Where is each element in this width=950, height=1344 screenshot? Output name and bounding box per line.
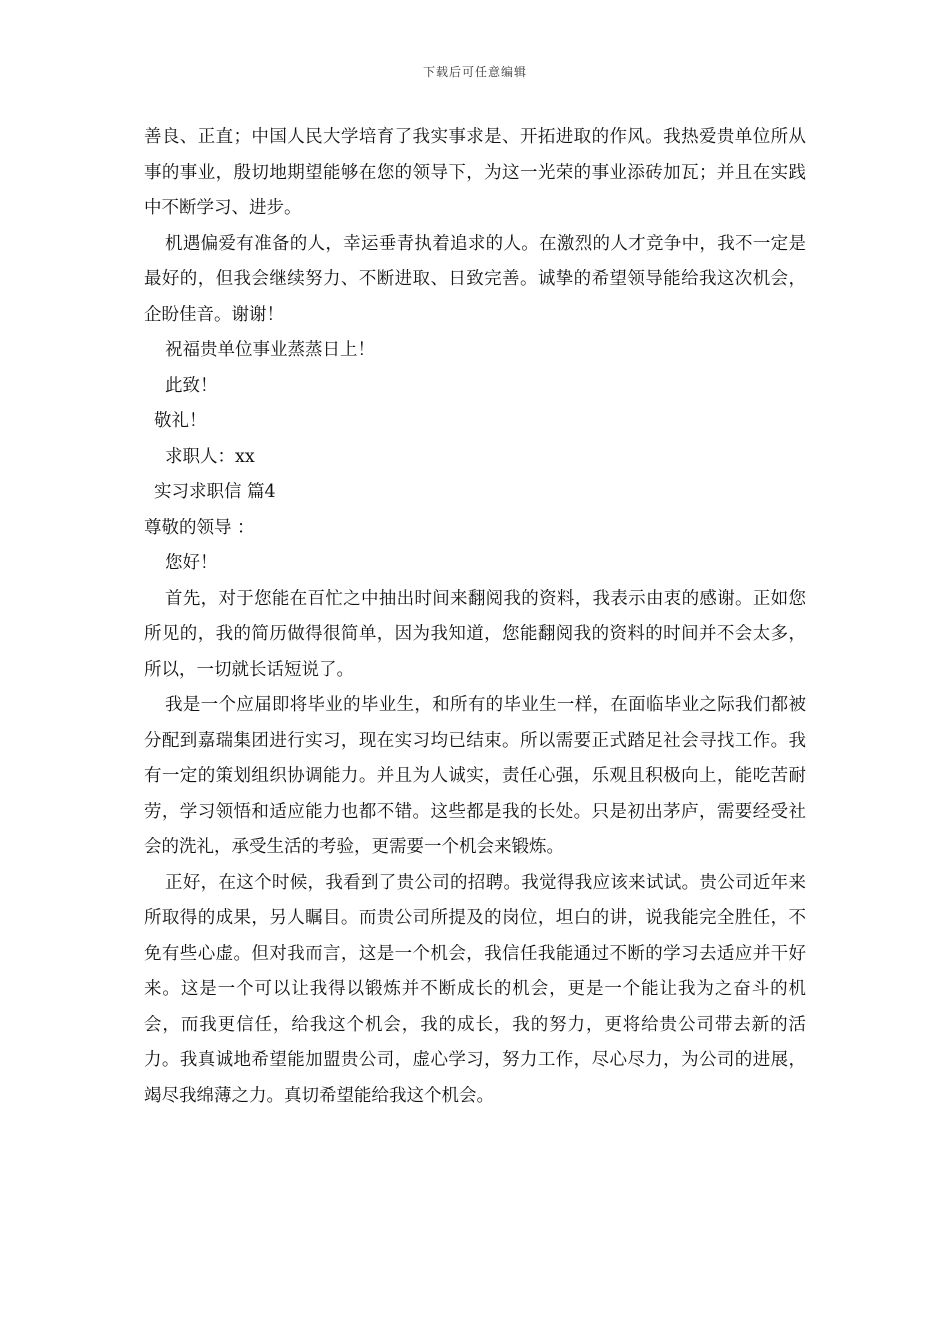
closing-salutation: 此致！ bbox=[165, 375, 218, 396]
section-title: 实习求职信 篇4 bbox=[154, 482, 276, 502]
paragraph-thanks: 首先，对于您能在百忙之中抽出时间来翻阅我的资料，我表示由衷的感谢。正如您所见的，我的简历做得很简单，因为我知道，您能翻阅我的资料的时间并不会太多，所以，一切就长话短说了。 bbox=[144, 588, 806, 680]
document-body bbox=[144, 120, 806, 1114]
applicant-signature: 求职人：xx bbox=[165, 446, 255, 467]
paragraph-qualities: 善良、正直；中国人民大学培育了我实事求是、开拓进取的作风。我热爱贵单位所从事的事业，殷切地期望能够在您的领导下，为这一光荣的事业添砖加瓦；并且在实践中不断学习、进步。 bbox=[144, 127, 806, 218]
paragraph-wishes: 祝福贵单位事业蒸蒸日上！ bbox=[165, 340, 375, 360]
paragraph-background: 我是一个应届即将毕业的毕业生，和所有的毕业生一样，在面临毕业之际我们都被分配到嘉瑞集团进行实习，现在实习均已结束。所以需要正式踏足社会寻找工作。我有一定的策划组织协调能力。并且为人诚实，责任心强，乐观且积极向上，能吃苦耐劳，学习领悟和适应能力也都不错。这些都是我的长处。只是初出茅庐，需要经受社会的洗礼，承受生活的考验，更需要一个机会来锻炼。 bbox=[144, 695, 806, 857]
paragraph-motivation: 正好，在这个时候，我看到了贵公司的招聘。我觉得我应该来试试。贵公司近年来所取得的成果，另人瞩目。而贵公司所提及的岗位，坦白的讲，说我能完全胜任，不免有些心虚。但对我而言，这是一个机会，我信任我能通过不断的学习去适应并干好来。这是一个可以让我得以锻炼并不断成长的机会，更是一个能让我为之奋斗的机会，而我更信任，给我这个机会，我的成长，我的努力，更将给贵公司带去新的活力。我真诚地希望能加盟贵公司，虚心学习，努力工作，尽心尽力，为公司的进展，竭尽我绵薄之力。真切希望能给我这个机会。 bbox=[144, 872, 806, 1106]
header-note: 下载后可任意编辑 bbox=[422, 65, 527, 79]
paragraph-opportunity: 机遇偏爱有准备的人，幸运垂青执着追求的人。在激烈的人才竞争中，我不一定是最好的，但我会继续努力、不断进取、日致完善。诚挚的希望领导能给我这次机会，企盼佳音。谢谢！ bbox=[144, 233, 806, 325]
greeting-recipient: 尊敬的领导 ： bbox=[144, 517, 255, 538]
greeting-hello: 您好！ bbox=[165, 553, 218, 573]
closing-respect: 敬礼！ bbox=[154, 411, 207, 431]
